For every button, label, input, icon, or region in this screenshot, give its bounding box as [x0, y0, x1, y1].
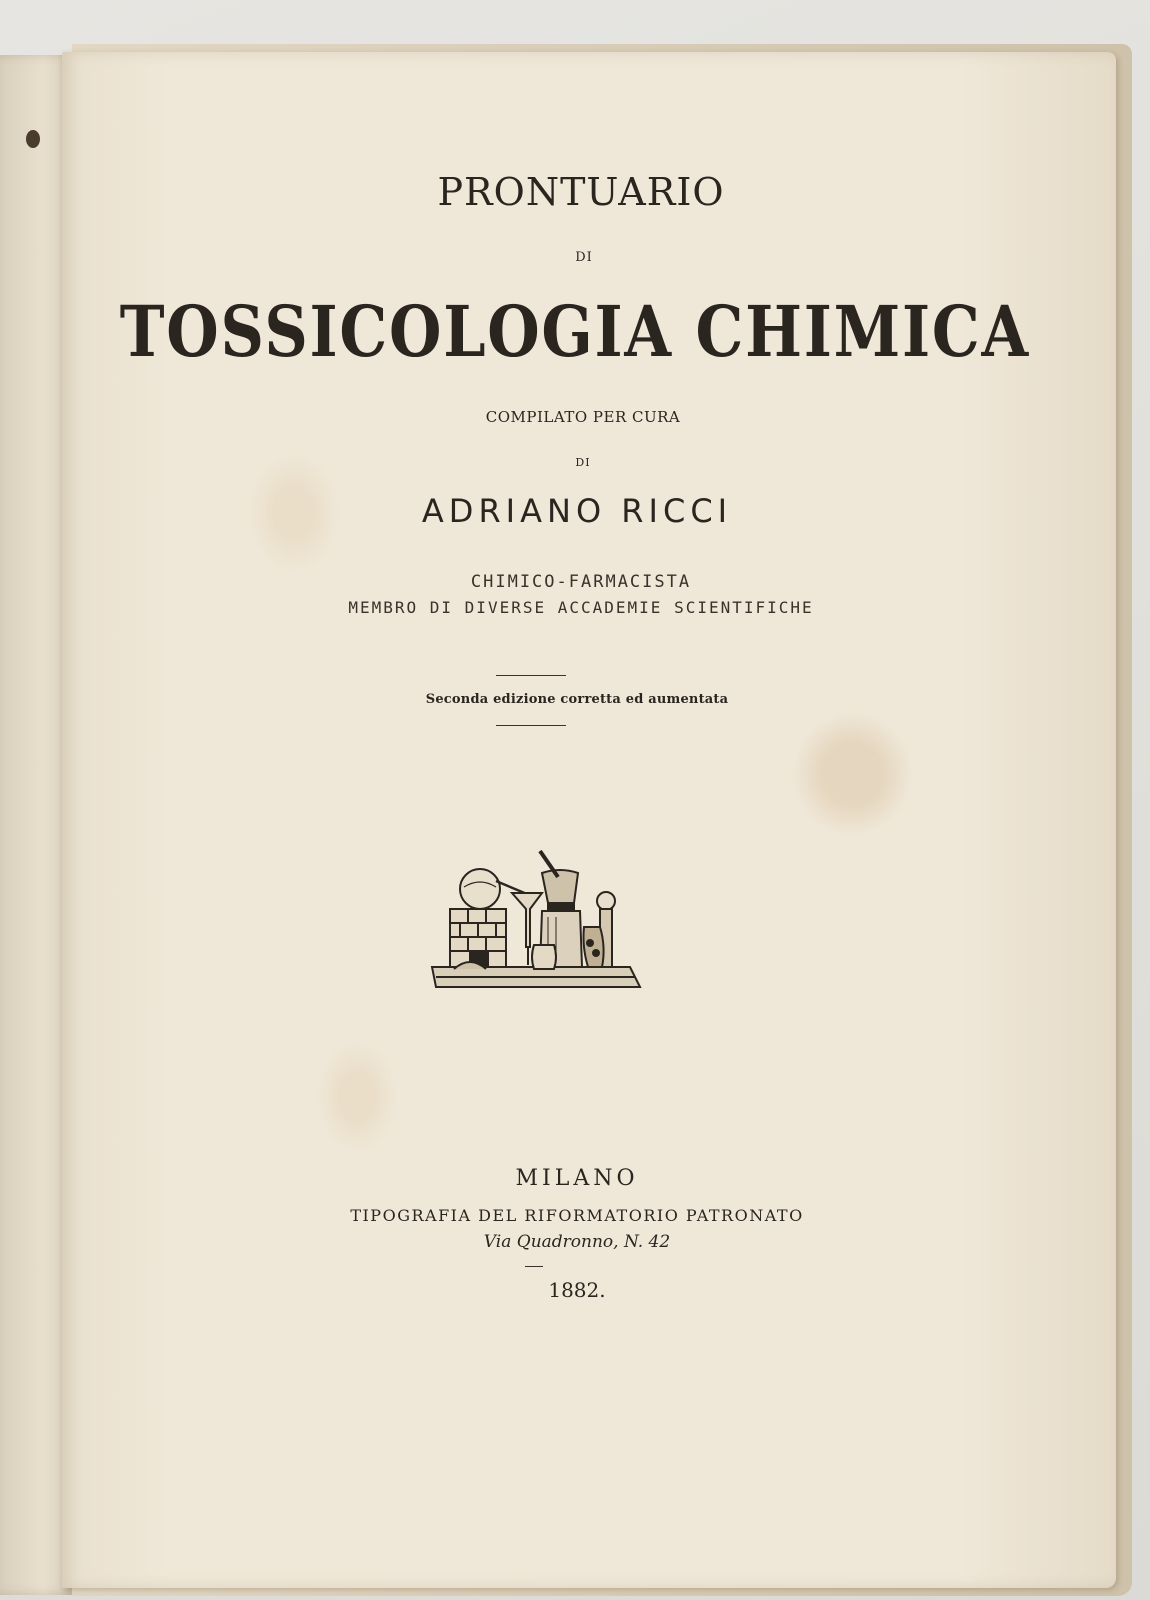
divider-top — [496, 675, 566, 676]
connector-di-2: DI — [575, 456, 591, 469]
edition-note: Seconda edizione corretta ed aumentata — [425, 692, 729, 707]
publication-year: 1882. — [548, 1278, 606, 1302]
publication-city: MILANO — [515, 1166, 639, 1191]
divider-year — [525, 1266, 543, 1267]
connector-di-1: DI — [575, 250, 593, 265]
title-line-prontuario: PRONTUARIO — [437, 170, 725, 214]
compiled-by-line: COMPILATO PER CURA — [485, 408, 681, 426]
worm-hole — [26, 130, 40, 148]
title-page — [62, 52, 1116, 1588]
author-role-1: CHIMICO-FARMACISTA — [470, 572, 692, 592]
author-name: ADRIANO RICCI — [421, 492, 733, 530]
printer-name: TIPOGRAFIA DEL RIFORMATORIO PATRONATO — [350, 1206, 804, 1225]
author-role-2: MEMBRO DI DIVERSE ACCADEMIE SCIENTIFICHE — [348, 598, 814, 617]
main-title: TOSSICOLOGIA CHIMICA — [119, 290, 1030, 373]
divider-bottom — [496, 725, 566, 726]
printer-address: Via Quadronno, N. 42 — [483, 1232, 671, 1252]
chemistry-apparatus-engraving-icon — [430, 847, 645, 1002]
